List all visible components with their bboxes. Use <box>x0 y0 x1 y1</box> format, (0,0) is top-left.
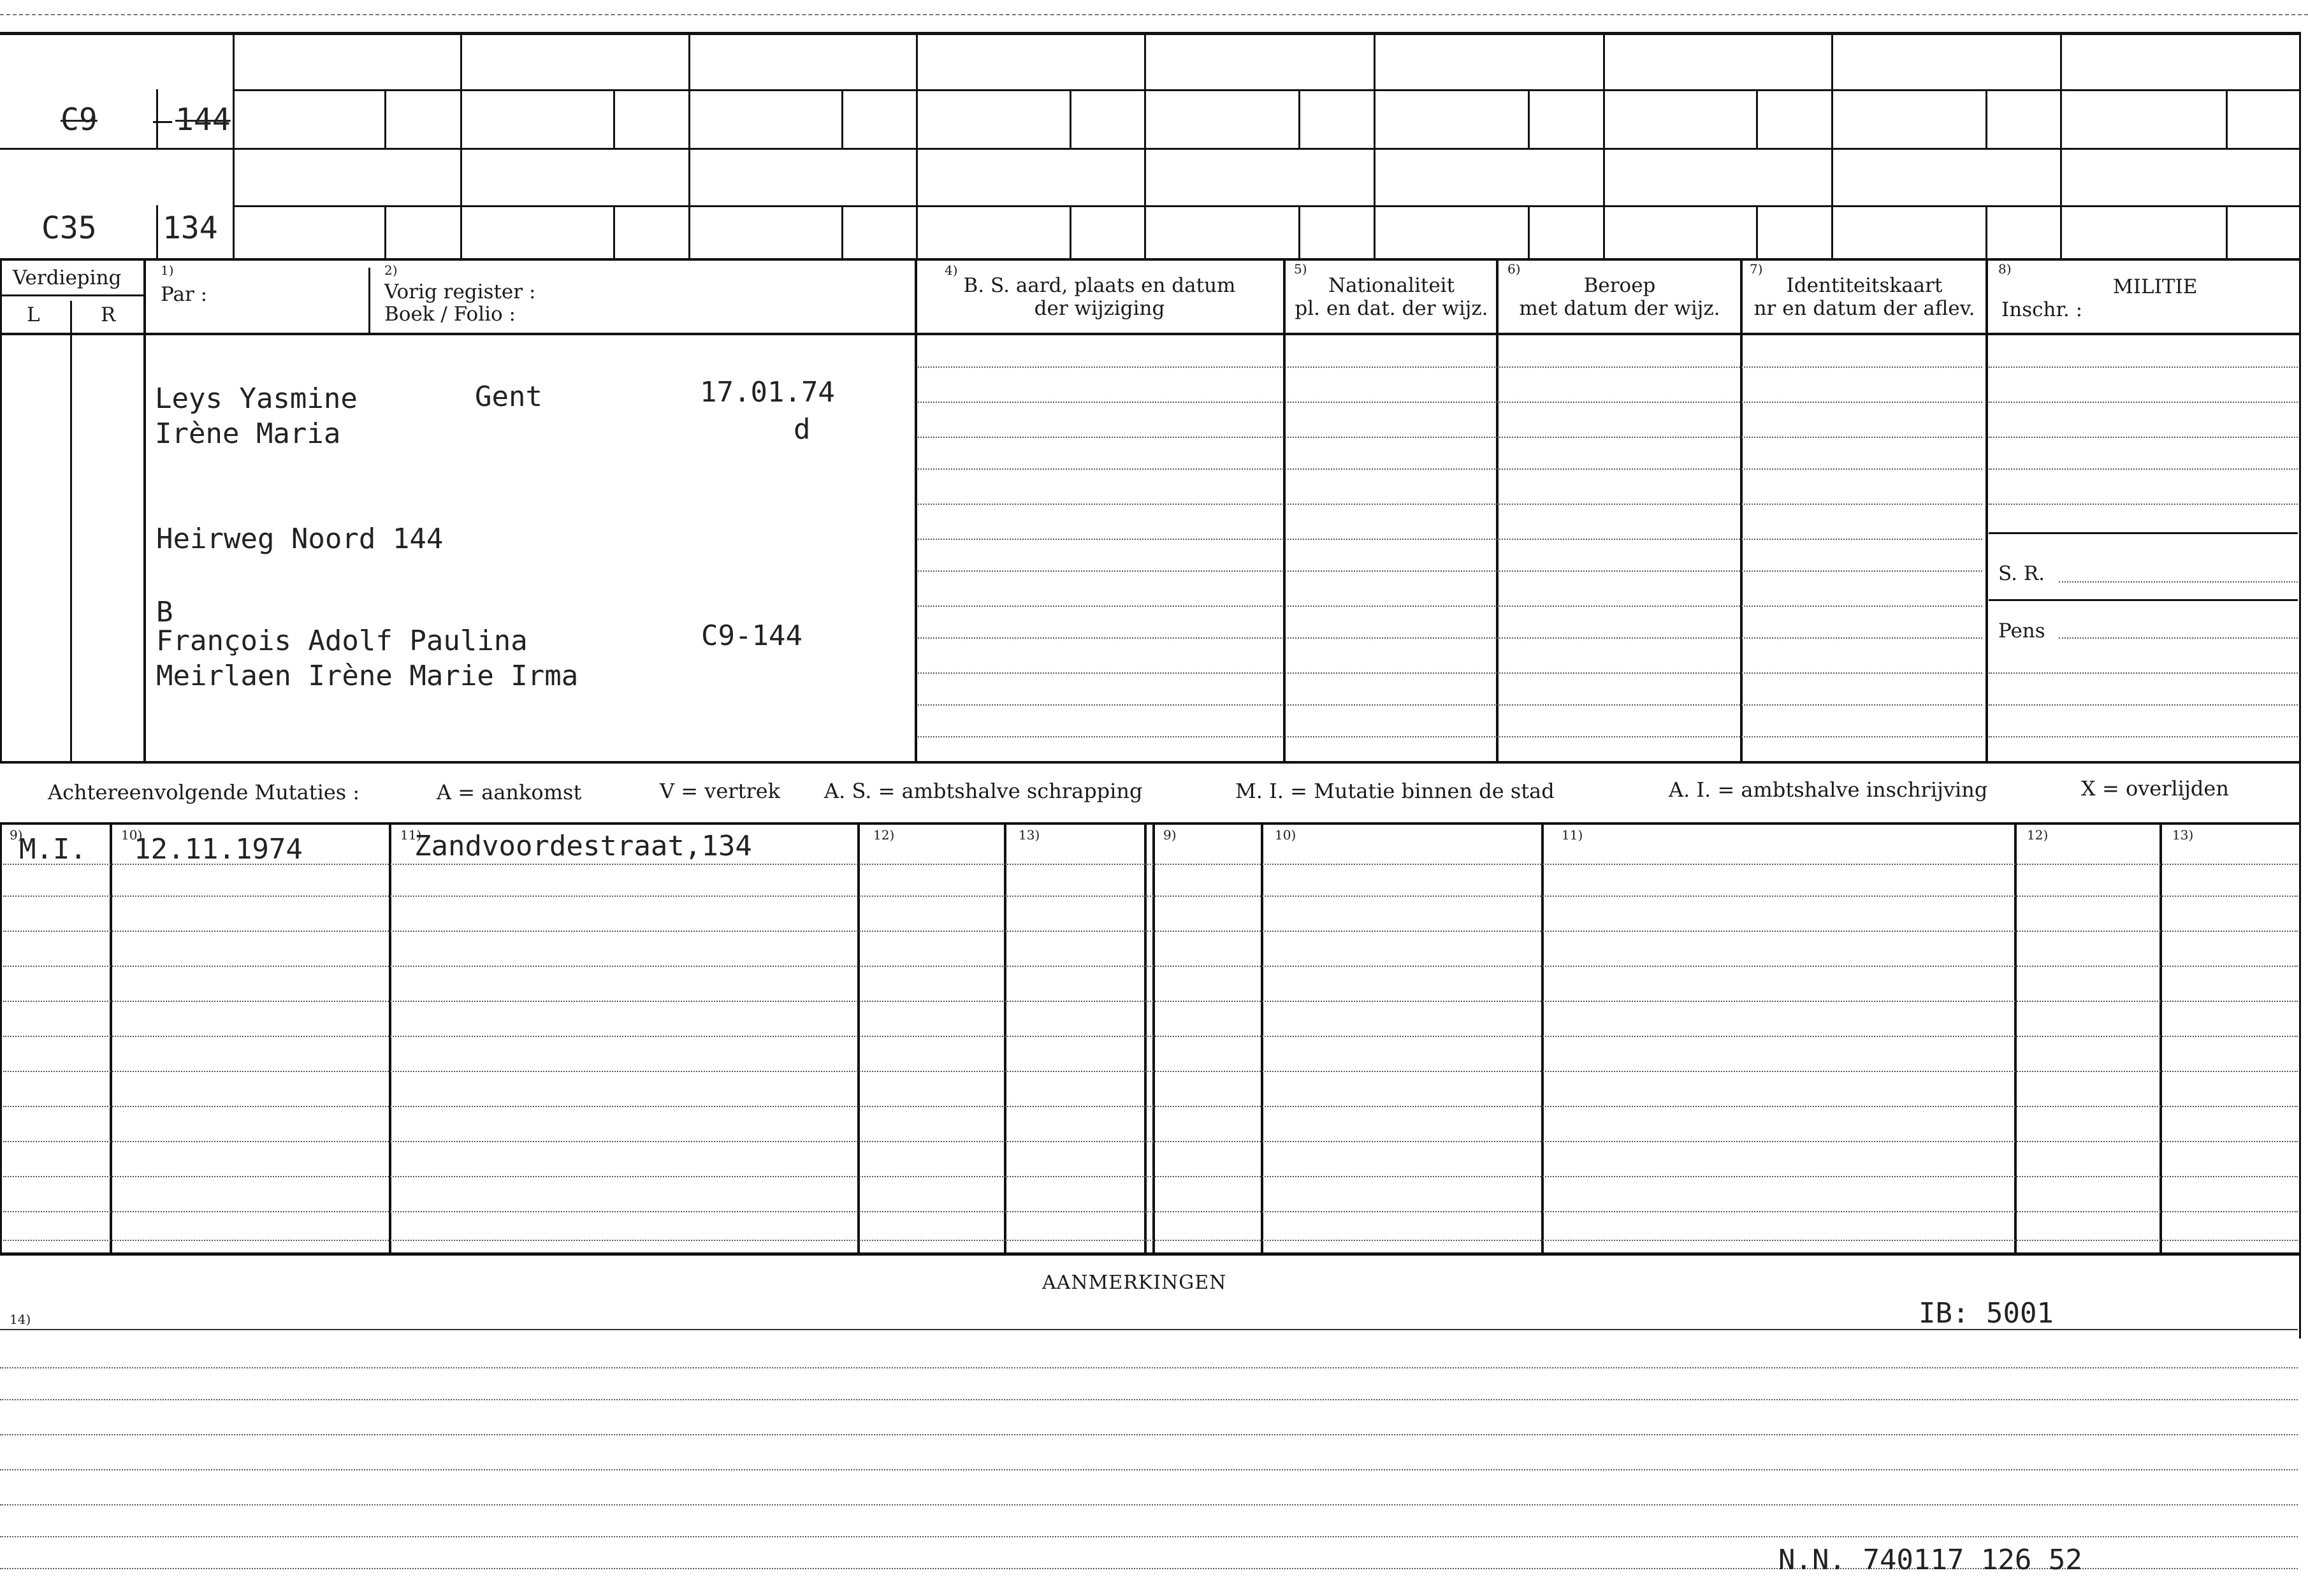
legend-mi: M. I. = Mutatie binnen de stad <box>1235 779 1555 803</box>
col-line <box>2014 825 2017 1255</box>
mutation-date: 12.11.1974 <box>134 833 303 866</box>
col-line <box>1144 825 1147 1255</box>
field-number: 8) <box>1998 261 2012 277</box>
grid-rule <box>0 148 2301 150</box>
field-number: 14) <box>10 1312 31 1327</box>
col-number: 13) <box>1019 827 1040 843</box>
grid-sub <box>384 89 386 150</box>
previous-ref: C9-144 <box>701 620 802 652</box>
grid-col <box>1603 32 1605 260</box>
col-line <box>2159 825 2162 1255</box>
grid-col <box>916 32 918 260</box>
col-divider <box>1740 260 1743 764</box>
strike-connector <box>153 121 172 123</box>
grid-sub <box>2226 89 2228 150</box>
code-b: 134 <box>163 210 218 246</box>
col-divider <box>70 301 72 764</box>
beroep-header-line2: met datum der wijz. <box>1519 297 1720 320</box>
col-line <box>389 825 391 1255</box>
col-line <box>1541 825 1544 1255</box>
grid-col <box>1144 32 1146 260</box>
legend-as: A. S. = ambtshalve schrapping <box>824 779 1143 803</box>
right-border <box>2299 32 2301 1338</box>
grid-sub <box>1756 89 1758 150</box>
col-number: 13) <box>2172 827 2194 843</box>
grid-rule <box>233 205 2301 207</box>
bs-header <box>918 274 1281 320</box>
legend-x: X = overlijden <box>2081 776 2229 801</box>
legend-title: Achtereenvolgende Mutaties : <box>48 780 360 804</box>
name-line2: Irène Maria <box>155 417 341 450</box>
grid-sub <box>1985 89 1987 150</box>
col-number: 12) <box>2027 827 2049 843</box>
birthplace: Gent <box>475 381 542 413</box>
b-mark: B <box>156 596 173 628</box>
grid-sub <box>1298 205 1300 260</box>
col-divider <box>1496 260 1499 764</box>
grid-sub <box>384 205 386 260</box>
col-number: 12) <box>873 827 895 843</box>
col-number: 9) <box>1163 827 1177 843</box>
grid-sub <box>841 89 843 150</box>
remarks-title: AANMERKINGEN <box>1042 1272 1227 1294</box>
par-label: Par : <box>161 283 208 306</box>
bs-header-line1: B. S. aard, plaats en datum <box>963 274 1236 297</box>
vorig-register-label: Vorig register : <box>384 280 536 303</box>
col-divider <box>1283 260 1286 764</box>
col-line <box>0 825 2 1255</box>
legend-rule <box>0 822 2301 825</box>
top-tear-line <box>0 14 2308 15</box>
col-number: 11) <box>1562 827 1583 843</box>
national-number: N.N. 740117 126 52 <box>1778 1544 2082 1576</box>
address: Heirweg Noord 144 <box>156 523 444 555</box>
verdieping-label: Verdieping <box>13 266 122 289</box>
col-divider <box>143 260 146 764</box>
grid-col <box>1374 32 1375 260</box>
father-name: François Adolf Paulina <box>156 625 528 657</box>
col-line <box>110 825 112 1255</box>
id-header <box>1743 274 1985 320</box>
old-code-a: C9 <box>61 102 98 138</box>
grid-sub <box>613 205 615 260</box>
code-divider <box>156 210 158 249</box>
field-number: 6) <box>1507 261 1521 277</box>
grid-sub <box>613 89 615 150</box>
grid-sub <box>1756 205 1758 260</box>
grid-sub <box>841 205 843 260</box>
sr-label: S. R. <box>1998 562 2045 585</box>
id-header-line2: nr en datum der aflev. <box>1753 297 1975 320</box>
field-number: 5) <box>1294 261 1307 277</box>
grid-col <box>233 32 235 260</box>
col-number: 11) <box>400 827 422 843</box>
grid-rule <box>0 258 2301 261</box>
floor-right-label: R <box>101 303 116 326</box>
grid-rule <box>0 32 2301 35</box>
grid-col <box>2060 32 2062 260</box>
floor-left-label: L <box>27 303 40 326</box>
body-rule <box>0 761 2301 764</box>
grid-col <box>460 32 462 260</box>
ib-number: IB: 5001 <box>1919 1297 2054 1330</box>
grid-sub <box>1528 89 1530 150</box>
name-line1: Leys Yasmine <box>155 382 358 415</box>
grid-sub <box>1298 89 1300 150</box>
sex-mark: d <box>794 413 811 446</box>
col-divider <box>915 335 917 762</box>
legend-a: A = aankomst <box>437 780 582 804</box>
grid-sub <box>1985 205 1987 260</box>
old-code-b: 144 <box>175 102 231 138</box>
header-rule <box>0 333 2301 335</box>
grid-col <box>1831 32 1833 260</box>
nationality-header-line1: Nationaliteit <box>1328 274 1455 297</box>
beroep-header <box>1499 274 1740 320</box>
nationality-header <box>1286 274 1497 320</box>
col-number: 10) <box>1275 827 1296 843</box>
code-a: C35 <box>41 210 97 246</box>
grid-col <box>688 32 690 260</box>
beroep-header-line1: Beroep <box>1583 274 1656 297</box>
militie-label: MILITIE <box>2113 275 2198 298</box>
field-number: 4) <box>945 263 958 278</box>
bs-header-line2: der wijziging <box>1034 297 1165 320</box>
col-line <box>1261 825 1263 1255</box>
verdieping-rule <box>0 294 145 296</box>
legend-ai: A. I. = ambtshalve inschrijving <box>1669 778 1988 802</box>
nationality-header-line2: pl. en dat. der wijz. <box>1295 297 1488 320</box>
grid-sub <box>1528 205 1530 260</box>
field-number: 7) <box>1750 261 1763 277</box>
col-number: 9) <box>10 827 23 843</box>
boek-folio-label: Boek / Folio : <box>384 303 516 326</box>
col-divider <box>1985 260 1988 764</box>
inschr-label: Inschr. : <box>2001 298 2083 321</box>
mother-name: Meirlaen Irène Marie Irma <box>156 660 579 692</box>
legend-v: V = vertrek <box>660 779 781 803</box>
col-line <box>1152 825 1155 1255</box>
mutations-bottom-rule <box>0 1252 2301 1256</box>
grid-sub <box>156 89 158 150</box>
col-number: 10) <box>121 827 143 843</box>
grid-sub <box>1070 205 1071 260</box>
col-line <box>1004 825 1006 1255</box>
grid-rule <box>233 89 2301 91</box>
grid-sub <box>2226 205 2228 260</box>
field-number: 2) <box>384 263 398 278</box>
mutation-type: M.I. <box>19 833 87 866</box>
left-border <box>0 260 2 764</box>
id-header-line1: Identiteitskaart <box>1786 274 1943 297</box>
col-line <box>857 825 860 1255</box>
grid-sub <box>1070 89 1071 150</box>
mutation-address: Zandvoordestraat,134 <box>414 830 752 862</box>
pens-label: Pens <box>1998 620 2045 642</box>
field-number: 1) <box>161 263 174 278</box>
birthdate: 17.01.74 <box>700 376 835 409</box>
col-divider <box>368 268 370 335</box>
